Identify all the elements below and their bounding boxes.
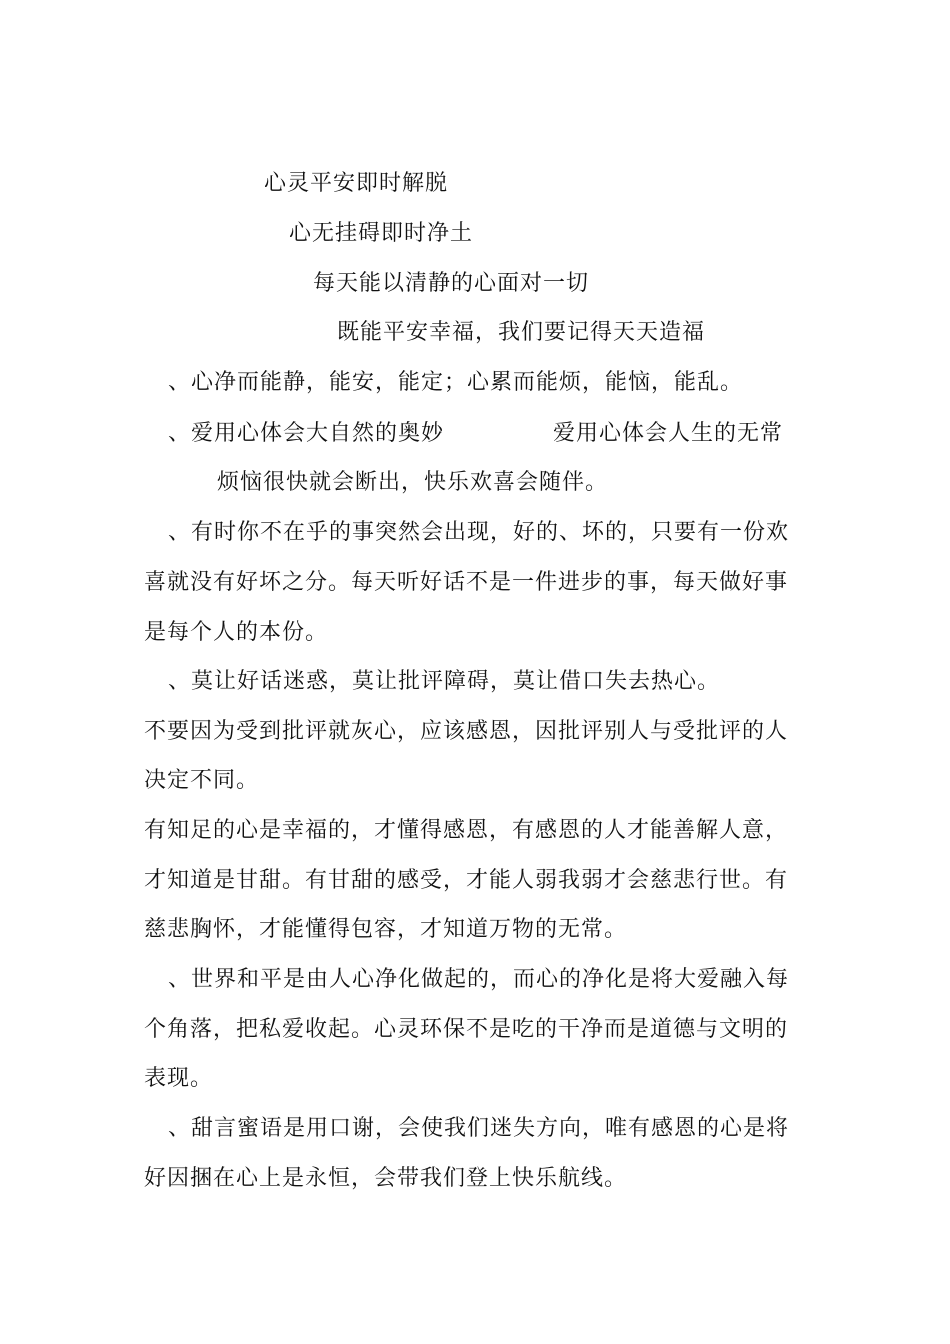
paragraph-item-4-line-3: 决定不同。	[144, 768, 260, 793]
paragraph-item-2-right: 爱用心体会人生的无常	[553, 421, 784, 446]
paragraph-item-4-line-5: 才知道是甘甜。有甘甜的感受，才能人弱我弱才会慈悲行世。有	[144, 868, 789, 893]
paragraph-item-2-continuation: 烦恼很快就会断出，快乐欢喜会随伴。	[217, 470, 609, 495]
paragraph-item-2-left: 、爱用心体会大自然的奥妙	[168, 421, 445, 446]
paragraph-item-4-line-6: 慈悲胸怀，才能懂得包容，才知道万物的无常。	[144, 917, 628, 942]
paragraph-item-6-line-1: 、甜言蜜语是用口谢，会使我们迷失方向，唯有感恩的心是将	[168, 1116, 790, 1141]
paragraph-item-1: 、心净而能静，能安，能定；心累而能烦，能恼，能乱。	[168, 370, 744, 395]
paragraph-item-6-line-2: 好因捆在心上是永恒，会带我们登上快乐航线。	[144, 1166, 628, 1191]
verse-line-1: 心灵平安即时解脱	[264, 171, 449, 196]
paragraph-item-3-line-2: 喜就没有好坏之分。每天听好话不是一件进步的事，每天做好事	[144, 570, 789, 595]
paragraph-item-5-line-3: 表现。	[144, 1066, 214, 1091]
paragraph-item-4-line-2: 不要因为受到批评就灰心，应该感恩，因批评别人与受批评的人	[144, 719, 789, 744]
verse-line-2: 心无挂碍即时净土	[289, 221, 474, 246]
paragraph-item-5-line-2: 个角落，把私爱收起。心灵环保不是吃的干净而是道德与文明的	[144, 1017, 789, 1042]
paragraph-item-4-line-4: 有知足的心是幸福的，才懂得感恩，有感恩的人才能善解人意，	[144, 818, 789, 843]
paragraph-item-4-line-1: 、莫让好话迷惑，莫让批评障碍，莫让借口失去热心。	[168, 669, 721, 694]
verse-line-3: 每天能以清静的心面对一切	[313, 271, 590, 296]
verse-line-4: 既能平安幸福，我们要记得天天造福	[337, 320, 706, 345]
paragraph-item-5-line-1: 、世界和平是由人心净化做起的，而心的净化是将大爱融入每	[168, 967, 790, 992]
paragraph-item-3-line-1: 、有时你不在乎的事突然会出现，好的、坏的，只要有一份欢	[168, 520, 790, 545]
paragraph-item-3-line-3: 是每个人的本份。	[144, 620, 329, 645]
